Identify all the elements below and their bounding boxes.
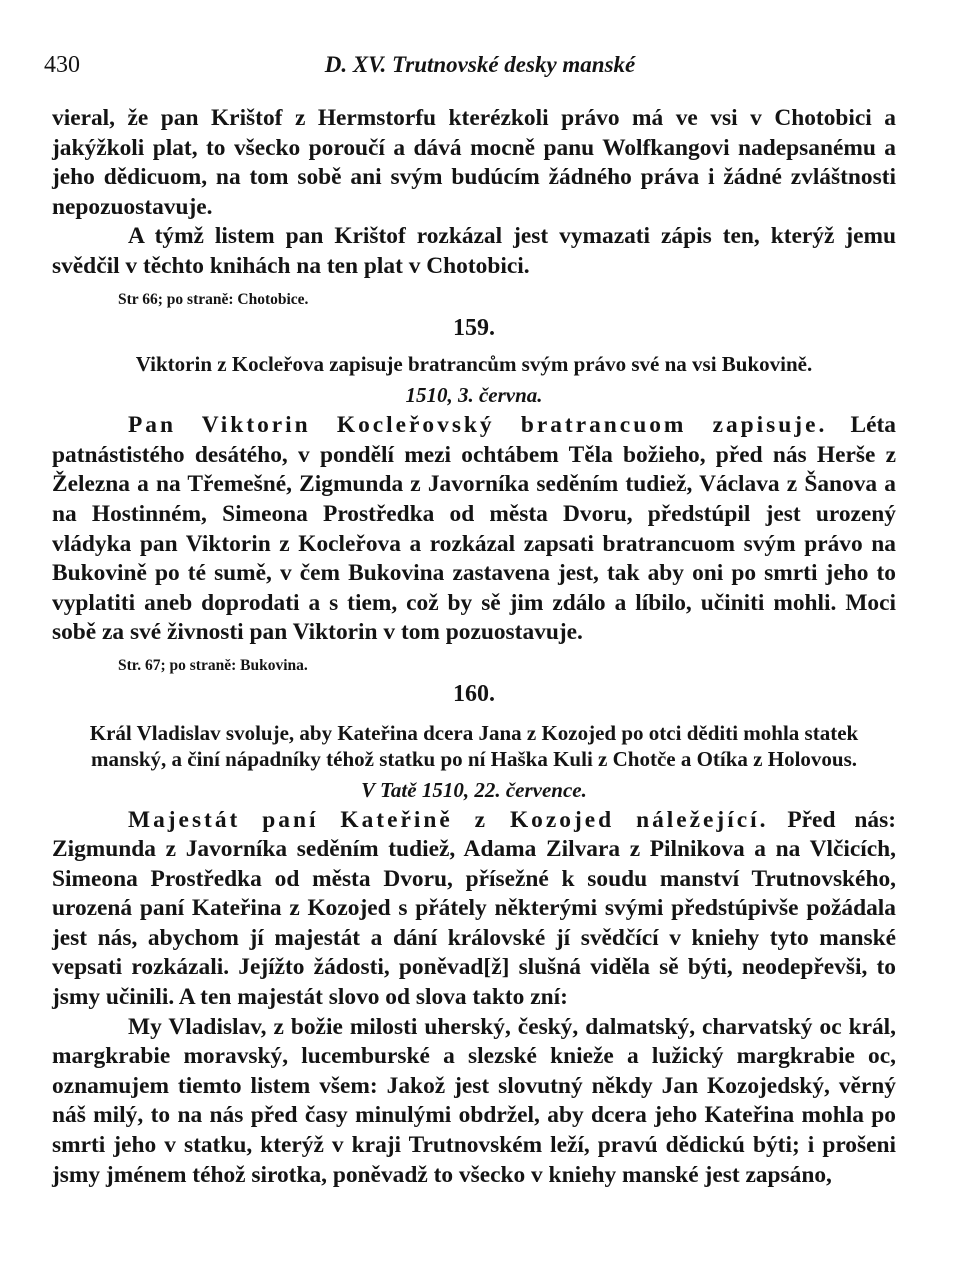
source-note: Str 66; po straně: Chotobice. [118, 290, 309, 308]
entry-summary: Viktorin z Kocleřova zapisuje bratrancům svým právo své na vsi Bukovině. [135, 352, 813, 377]
paragraph: A týmž listem pan Krištof rozkázal jest vymazati zápis ten, kterýž jemu svědčil v těchto knihách na ten plat v Chotobici. [52, 223, 896, 279]
entry-number: 160. [453, 680, 495, 707]
running-head: D. XV. Trutnovské desky manské [324, 52, 636, 77]
source-note: Str. 67; po straně: Bukovina. [118, 656, 308, 674]
page-number: 430 [44, 52, 80, 78]
paragraph: vieral, že pan Krištof z Hermstorfu kterézkoli právo má ve vsi v Chotobici a jakýžkoli plat, to všecko poroučí a dává mocně panu Wolfkangovi nadepsanému a jeho dědicuom, na tom sobě ani svým budúcím žádného práva i žádné zvláštnosti nepozuostavuje. [52, 105, 896, 220]
entry-body: Před nás: Zigmunda z Javorníka seděním tudiež, Adama Zilvara z Pilnikova a na Vlčicích, Simeona Prostředka od města Dvoru, přísežné k soudu manství Trutnovského, urozená paní Kateřina z Kozojed s přátely některými svými předstúpivše požádala jest nás, abychom jí majestát a dání královské jí svědčící v kniehy tyto manské vepsati rozkázali. Jejížto žádosti, poněvad[ž] slušná viděla sě býti, neodepřevši, to jsmy učinili. A ten majestát slovo od slova takto zní: [52, 806, 896, 1011]
entry-date: V Tatě 1510, 22. července. [361, 777, 587, 802]
entry-date: 1510, 3. června. [405, 383, 543, 408]
page-header [0, 52, 960, 84]
entry-heading: Pan Viktorin Kocleřovský bratrancuom zapisuje. [128, 412, 828, 439]
charter-text: My Vladislav, z božie milosti uherský, český, dalmatský, charvatský oc král, margkrabie moravský, lucemburské a slezské knieže a lužický margkrabie oc, oznamujem tiemto listem všem: Jakož jest slovutný někdy Jan Kozojedský, věrný náš milý, to na nás před časy minulými obdržel, aby dcera jeho Kateřina mohla po smrti jeho v statku, kterýž v kraji Trutnovském leží, pravú dědickú býti; i prošeni jsmy jménem téhož sirotka, poněvadž to všecko v kniehy manské jest zapsáno, [52, 1013, 896, 1188]
entry-number: 159. [453, 314, 495, 341]
page-body [52, 104, 896, 1190]
entry-text [52, 411, 896, 648]
entry-text [52, 806, 896, 1013]
entry-body: Léta patnástistého desátého, v pondělí mezi ochtábem Těla božieho, před nás Herše z Železna a na Třemešné, Zigmunda z Javorníka seděním tudiež, Václava z Šanova a na Hostinném, Simeona Prostředka od města Dvoru, předstúpil jest urozený vládyka pan Viktorin z Kocleřova a rozkázal zapsati bratrancuom svým právo na Bukovině po té sumě, v čem Bukovina zastavena jest, tak aby oni po smrti jeho to vyplatiti aneb doprodati a s tiem, což by sě jim zdálo a líbilo, učiniti mohli. Moci sobě za své živnosti pan Viktorin v tom pozuostavuje. [52, 412, 896, 646]
entry-heading: Majestát paní Kateřině z Kozojed náležející. [128, 806, 769, 833]
entry-summary: Král Vladislav svoluje, aby Kateřina dcera Jana z Kozojed po otci děditi mohla statek manský, a činí nápadníky téhož statku po ní Haška Kuli z Chotče a Otíka z Holovous. [89, 720, 859, 771]
